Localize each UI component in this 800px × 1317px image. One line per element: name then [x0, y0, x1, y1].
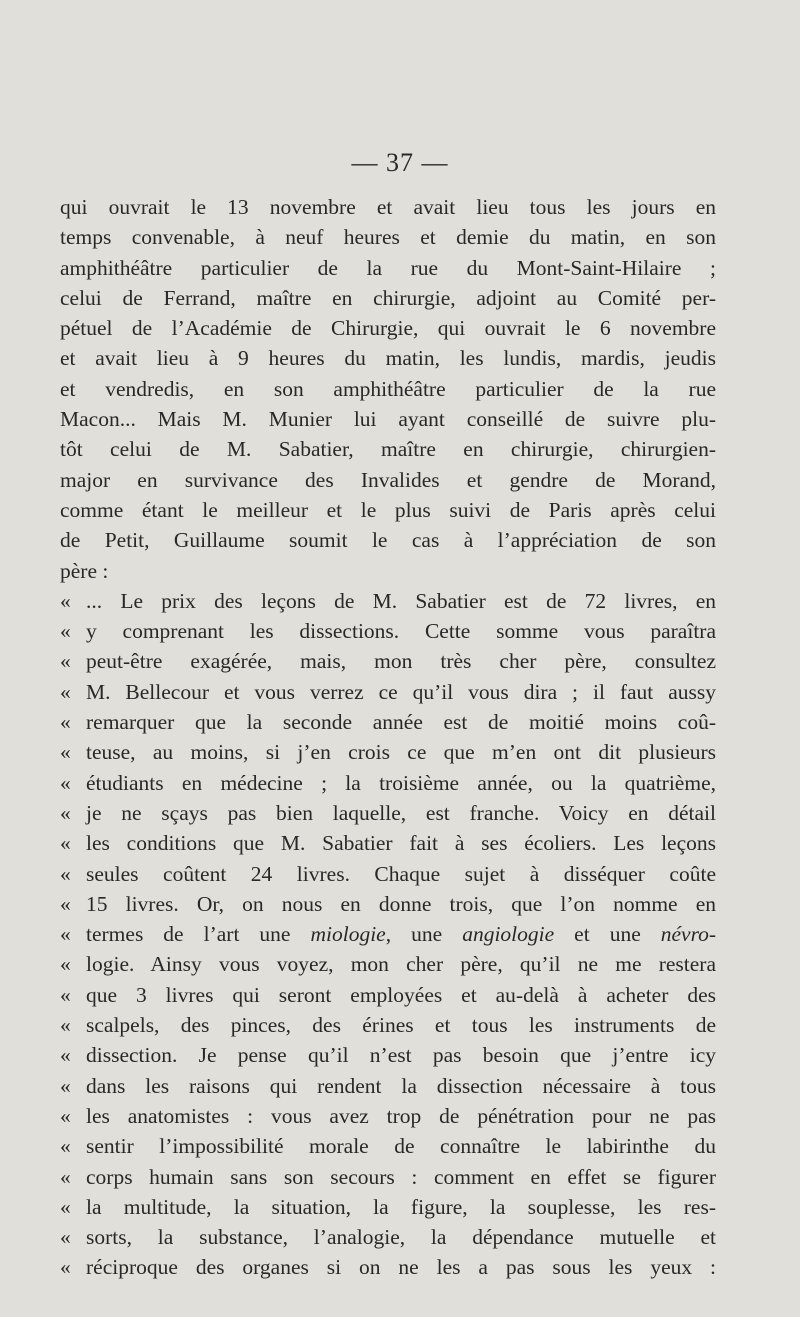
text-line: amphithéâtre particulier de la rue du Mont-Saint-Hilaire ; — [60, 255, 716, 280]
quote-mark: « — [60, 770, 71, 795]
quote-line: sorts, la substance, l’analogie, la dépendance mutuelle et — [86, 1225, 716, 1250]
italic-term: miologie — [310, 922, 386, 947]
quote-mark: « — [60, 1103, 71, 1128]
text-line: pétuel de l’Académie de Chirurgie, qui ouvrait le 6 novembre — [60, 316, 716, 341]
quote-mark: « — [60, 861, 71, 886]
quote-mark: « — [60, 922, 71, 947]
text-line: et avait lieu à 9 heures du matin, les lundis, mardis, jeudis — [60, 346, 716, 371]
quote-line: la multitude, la situation, la figure, la souplesse, les res- — [86, 1194, 716, 1219]
quote-mark: « — [60, 1164, 71, 1189]
quote-line: je ne sçays pas bien laquelle, est franche. Voicy en détail — [86, 800, 716, 825]
quote-text: et une — [574, 922, 641, 947]
quote-mark: « — [60, 952, 71, 977]
page-number: — 37 — — [351, 148, 449, 177]
quote-line: peut-être exagérée, mais, mon très cher père, consultez — [86, 649, 716, 674]
text-line: major en survivance des Invalides et gendre de Morand, — [60, 467, 716, 492]
text-line: et vendredis, en son amphithéâtre particulier de la rue — [60, 376, 716, 401]
quote-line: M. Bellecour et vous verrez ce qu’il vous dira ; il faut aussy — [86, 679, 716, 704]
italic-term: névro- — [660, 922, 717, 947]
quote-mark: « — [60, 1043, 71, 1068]
quote-mark: « — [60, 710, 71, 735]
body-text — [60, 192, 716, 1283]
quotation-block — [60, 586, 716, 1283]
text-line: tôt celui de M. Sabatier, maître en chirurgie, chirurgien- — [60, 437, 716, 462]
quote-mark: « — [60, 1255, 71, 1280]
quote-mark: « — [60, 740, 71, 765]
quote-text: une — [411, 922, 443, 947]
quote-text: termes de l’art une — [86, 922, 291, 947]
quote-line: réciproque des organes si on ne les a pas sous les yeux : — [86, 1255, 716, 1280]
quote-mark: « — [60, 1225, 71, 1250]
quote-line: seules coûtent 24 livres. Chaque sujet à disséquer coûte — [86, 861, 716, 886]
quote-line: corps humain sans son secours : comment en effet se figurer — [86, 1164, 716, 1189]
quote-line: dans les raisons qui rendent la dissection nécessaire à tous — [86, 1073, 716, 1098]
quote-line: que 3 livres qui seront employées et au-delà à acheter des — [86, 982, 716, 1007]
text-line: temps convenable, à neuf heures et demie du matin, en son — [60, 225, 716, 250]
quote-mark: « — [60, 982, 71, 1007]
quote-line: scalpels, des pinces, des érines et tous les instruments de — [86, 1013, 716, 1038]
quote-line: ... Le prix des leçons de M. Sabatier est de 72 livres, en — [86, 588, 716, 613]
quote-line: teuse, au moins, si j’en crois ce que m’en ont dit plusieurs — [86, 740, 716, 765]
text-line: qui ouvrait le 13 novembre et avait lieu tous les jours en — [60, 195, 716, 219]
text-line: comme étant le meilleur et le plus suivi de Paris après celui — [60, 497, 716, 522]
quote-mark: « — [60, 1134, 71, 1159]
quote-mark: « — [60, 1073, 71, 1098]
quote-mark: « — [60, 1194, 71, 1219]
quote-line: y comprenant les dissections. Cette somme vous paraîtra — [86, 619, 716, 644]
quote-mark: « — [60, 649, 71, 674]
quote-line-mixed — [86, 919, 716, 949]
quote-line: les conditions que M. Sabatier fait à ses écoliers. Les leçons — [86, 831, 716, 856]
quote-text: , — [385, 922, 392, 947]
quote-mark: « — [60, 588, 71, 613]
quote-line: logie. Ainsy vous voyez, mon cher père, qu’il ne me restera — [86, 952, 716, 977]
quote-mark: « — [60, 800, 71, 825]
italic-term: angiologie — [462, 922, 555, 947]
quote-line: sentir l’impossibilité morale de connaître le labirinthe du — [86, 1134, 716, 1159]
text-line: de Petit, Guillaume soumit le cas à l’appréciation de son — [60, 528, 716, 553]
quote-line: remarquer que la seconde année est de moitié moins coû- — [86, 710, 716, 735]
quote-mark: « — [60, 619, 71, 644]
quote-line: les anatomistes : vous avez trop de pénétration pour ne pas — [86, 1103, 716, 1128]
quote-line: 15 livres. Or, on nous en donne trois, que l’on nomme en — [86, 891, 716, 916]
quote-line: étudiants en médecine ; la troisième année, ou la quatrième, — [86, 770, 716, 795]
text-line: Macon... Mais M. Munier lui ayant conseillé de suivre plu- — [60, 407, 716, 432]
text-line: celui de Ferrand, maître en chirurgie, adjoint au Comité per- — [60, 285, 716, 310]
quote-mark: « — [60, 679, 71, 704]
quote-mark: « — [60, 831, 71, 856]
text-line: père : — [60, 558, 109, 583]
quote-line: dissection. Je pense qu’il n’est pas besoin que j’entre icy — [86, 1043, 716, 1068]
quote-mark: « — [60, 1013, 71, 1038]
quote-mark: « — [60, 891, 71, 916]
